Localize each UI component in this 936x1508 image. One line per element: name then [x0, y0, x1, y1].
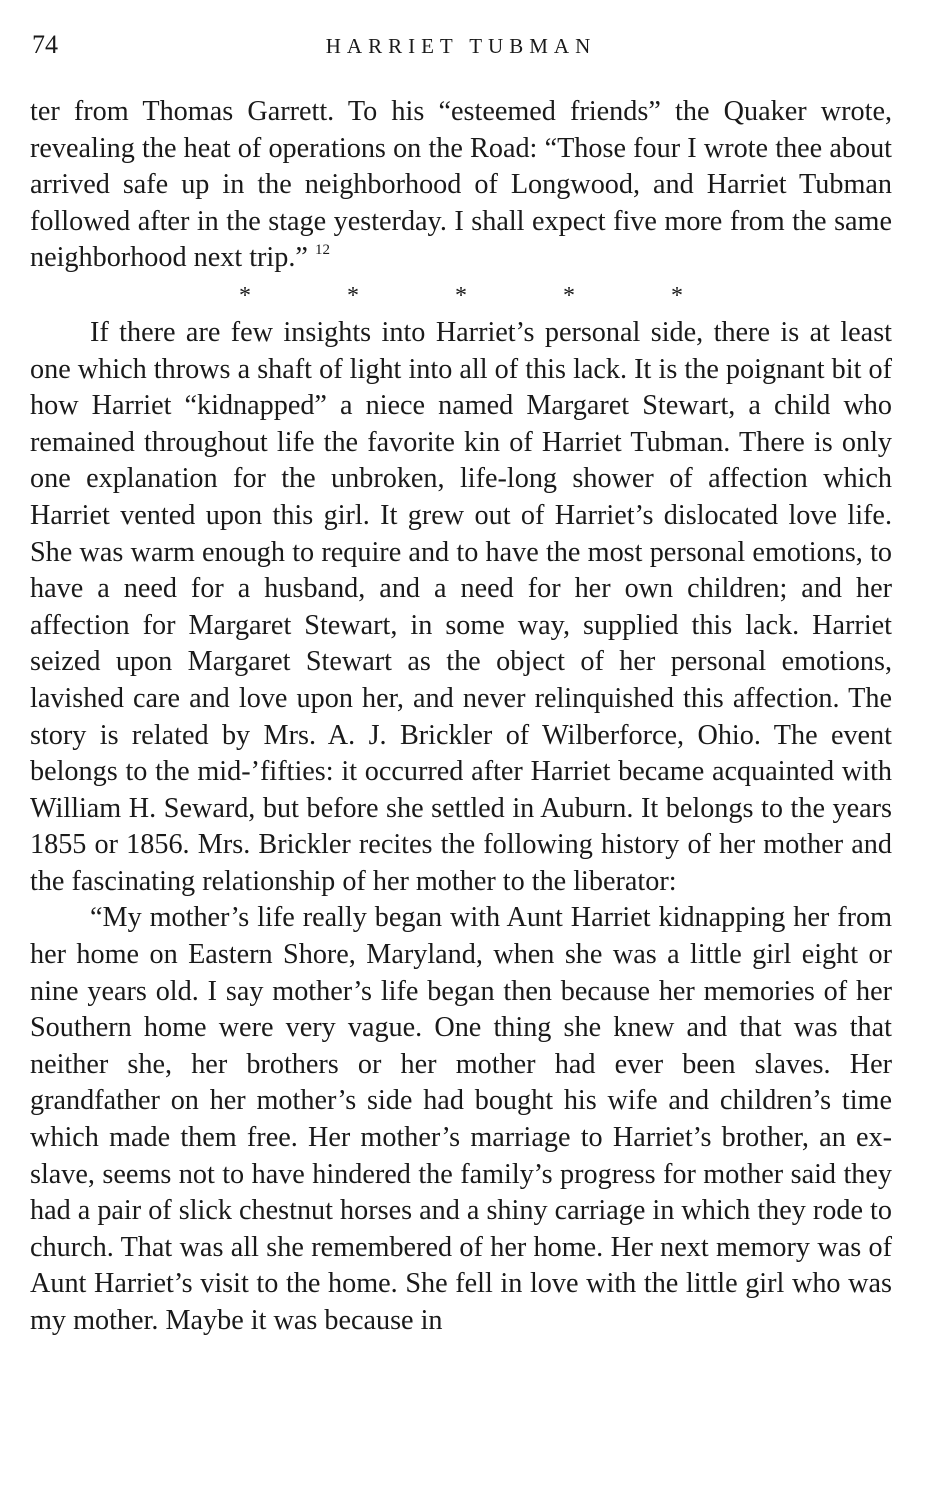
section-break-asterisk: * — [455, 282, 467, 309]
paragraph-continued-text: ter from Thomas Garrett. To his “esteemed friends” the Quaker wrote, revealing the heat of operations on the Road: “Those four I wrote thee about arrived safe up in the neighborhood of Longwood, and Harriet Tubman followed after in the stage yesterday. I shall expect five more from the same neighborhood next trip.” — [30, 96, 892, 274]
running-title: HARRIET TUBMAN — [325, 34, 597, 58]
section-break-asterisk: * — [563, 282, 575, 309]
section-break-asterisk: * — [347, 282, 359, 309]
section-break-asterisk: * — [671, 282, 683, 309]
paragraph-niece-story: If there are few insights into Harriet’s personal side, there is at least one which throws a shaft of light into all of this lack. It is the poignant bit of how Harriet “kidnapped” a niece named Margaret Stewart, a child who remained throughout life the favorite kin of Harriet Tubman. There is only one explanation for the unbroken, life-long shower of affection which Harriet vented upon this girl. It grew out of Harriet’s dislocated love life. She was warm enough to require and to have the most personal emotions, to have a need for a husband, and a need for her own children; and her affection for Margaret Stewart, in some way, supplied this lack. Harriet seized upon Margaret Stewart as the object of her personal emotions, lavished care and love upon her, and never relinquished this affection. The story is related by Mrs. A. J. Brickler of Wilberforce, Ohio. The event belongs to the mid-’fifties: it occurred after Harriet became acquainted with William H. Seward, but before she settled in Auburn. It belongs to the years 1855 or 1856. Mrs. Brickler recites the following history of her mother and the fascinating relationship of her mother to the liberator: — [30, 316, 892, 897]
section-break-asterisk: * — [239, 282, 251, 309]
book-page — [30, 28, 892, 1340]
body-text — [30, 94, 892, 1340]
page-number: 74 — [32, 30, 58, 59]
running-head — [30, 28, 892, 68]
footnote-reference: 12 — [314, 242, 330, 259]
section-break — [30, 277, 892, 315]
paragraph-continued — [30, 94, 892, 277]
paragraph-brickler-quote: “My mother’s life really began with Aunt Harriet kidnapping her from her home on Eastern Shore, Maryland, when she was a little girl eight or nine years old. I say mother’s life began then because her memories of her Southern home were very vague. One thing she knew and that was that neither she, her brothers or her mother had ever been slaves. Her grandfather on her mother’s side had bought his wife and children’s time which made them free. Her mother’s marriage to Harriet’s brother, an ex-slave, seems not to have hindered the family’s progress for mother said they had a pair of slick chestnut horses and a shiny carriage in which they rode to church. That was all she remembered of her home. Her next memory was of Aunt Harriet’s visit to the home. She fell in love with the little girl who was my mother. Maybe it was because in — [30, 902, 892, 1336]
